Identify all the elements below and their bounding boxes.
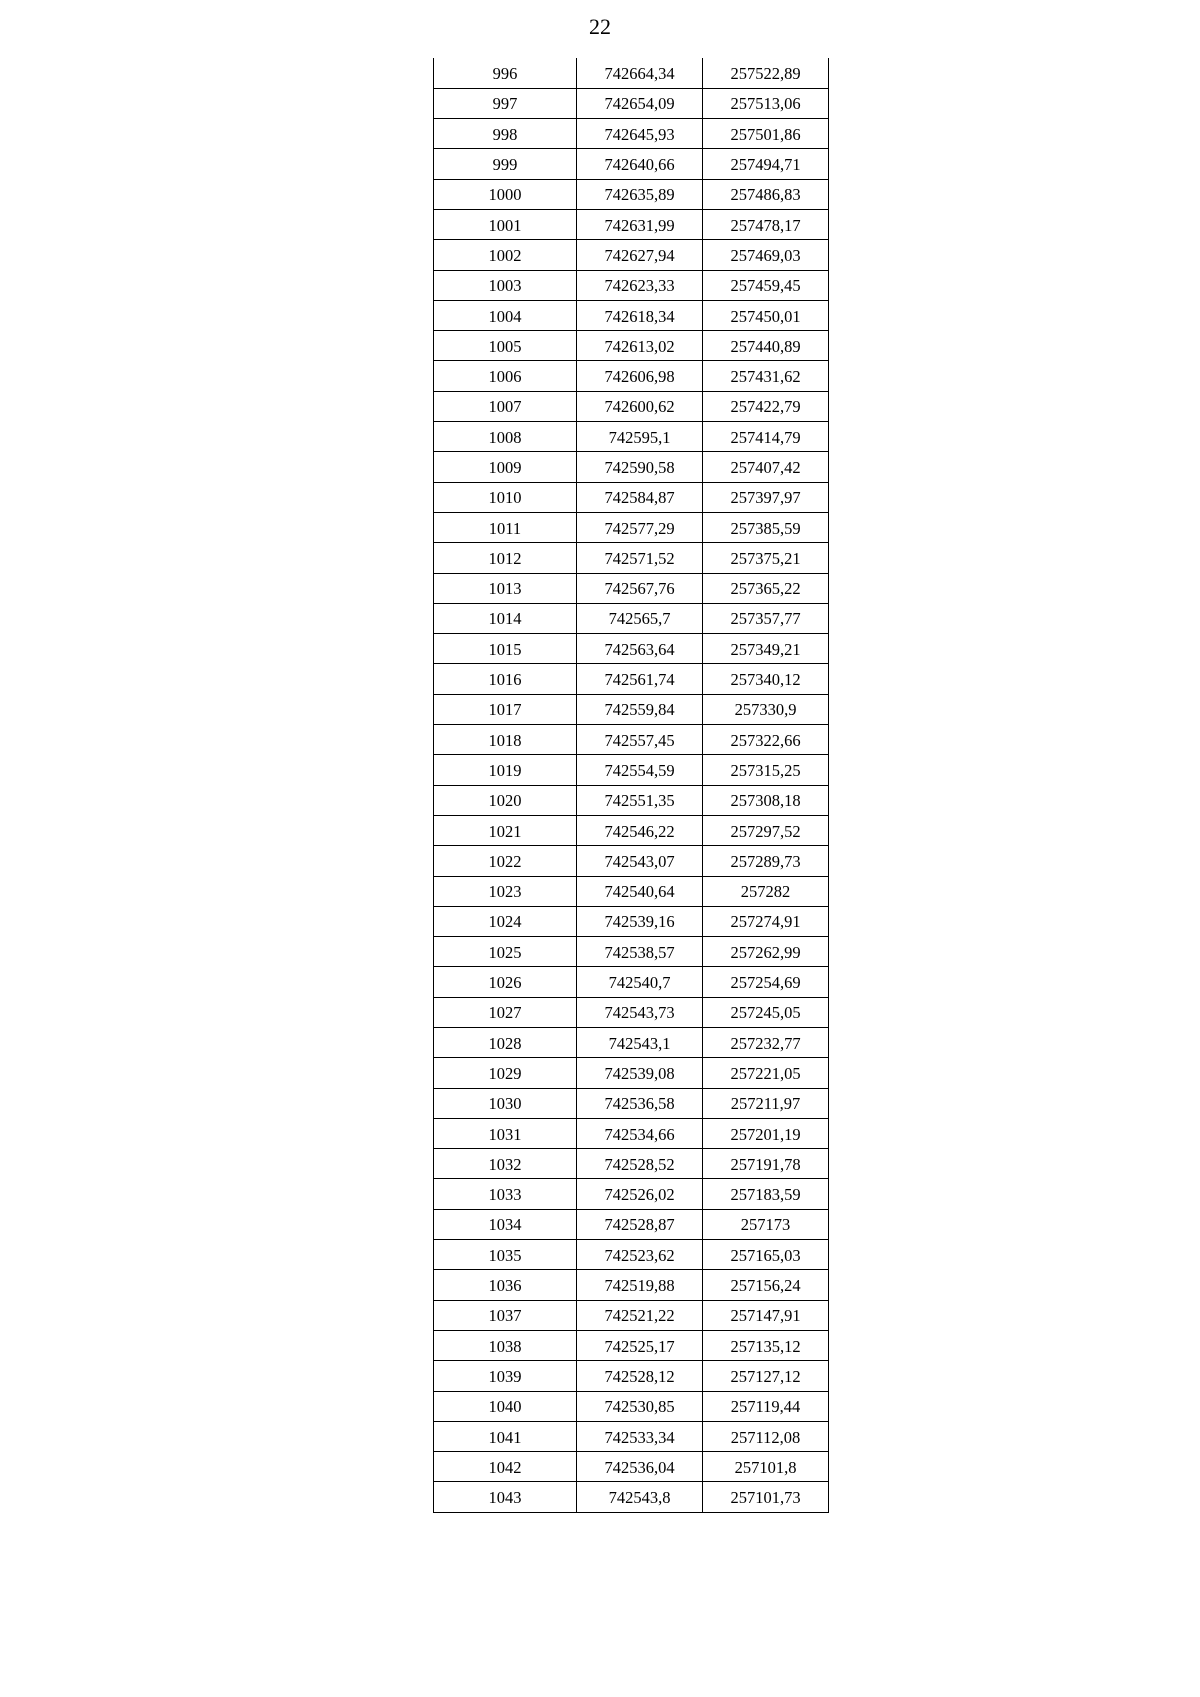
x-coordinate-cell: 742534,66	[577, 1118, 703, 1148]
y-coordinate-cell: 257322,66	[703, 725, 829, 755]
y-coordinate-cell: 257127,12	[703, 1361, 829, 1391]
y-coordinate-cell: 257308,18	[703, 785, 829, 815]
x-coordinate-cell: 742525,17	[577, 1330, 703, 1360]
point-number-cell: 1024	[434, 906, 577, 936]
x-coordinate-cell: 742536,58	[577, 1088, 703, 1118]
y-coordinate-cell: 257407,42	[703, 452, 829, 482]
table-row	[434, 1088, 829, 1118]
x-coordinate-cell: 742530,85	[577, 1391, 703, 1421]
coordinates-table-body	[434, 58, 829, 1512]
point-number-cell: 1026	[434, 967, 577, 997]
x-coordinate-cell: 742627,94	[577, 240, 703, 270]
table-row	[434, 452, 829, 482]
x-coordinate-cell: 742563,64	[577, 634, 703, 664]
table-row	[434, 755, 829, 785]
y-coordinate-cell: 257501,86	[703, 119, 829, 149]
point-number-cell: 1009	[434, 452, 577, 482]
x-coordinate-cell: 742590,58	[577, 452, 703, 482]
point-number-cell: 1038	[434, 1330, 577, 1360]
point-number-cell: 999	[434, 149, 577, 179]
table-row	[434, 1028, 829, 1058]
table-row	[434, 482, 829, 512]
x-coordinate-cell: 742571,52	[577, 543, 703, 573]
x-coordinate-cell: 742523,62	[577, 1240, 703, 1270]
point-number-cell: 1017	[434, 694, 577, 724]
y-coordinate-cell: 257101,8	[703, 1452, 829, 1482]
y-coordinate-cell: 257135,12	[703, 1330, 829, 1360]
point-number-cell: 1036	[434, 1270, 577, 1300]
y-coordinate-cell: 257254,69	[703, 967, 829, 997]
point-number-cell: 996	[434, 58, 577, 88]
y-coordinate-cell: 257385,59	[703, 512, 829, 542]
x-coordinate-cell: 742536,04	[577, 1452, 703, 1482]
point-number-cell: 1014	[434, 603, 577, 633]
y-coordinate-cell: 257232,77	[703, 1028, 829, 1058]
table-row	[434, 694, 829, 724]
point-number-cell: 1041	[434, 1421, 577, 1451]
point-number-cell: 1020	[434, 785, 577, 815]
table-row	[434, 391, 829, 421]
point-number-cell: 1033	[434, 1179, 577, 1209]
y-coordinate-cell: 257522,89	[703, 58, 829, 88]
table-row	[434, 270, 829, 300]
table-row	[434, 603, 829, 633]
y-coordinate-cell: 257173	[703, 1209, 829, 1239]
point-number-cell: 1027	[434, 997, 577, 1027]
x-coordinate-cell: 742540,7	[577, 967, 703, 997]
point-number-cell: 1013	[434, 573, 577, 603]
table-row	[434, 967, 829, 997]
table-row	[434, 1118, 829, 1148]
table-row	[434, 785, 829, 815]
x-coordinate-cell: 742551,35	[577, 785, 703, 815]
x-coordinate-cell: 742640,66	[577, 149, 703, 179]
y-coordinate-cell: 257191,78	[703, 1149, 829, 1179]
table-row	[434, 512, 829, 542]
y-coordinate-cell: 257289,73	[703, 846, 829, 876]
x-coordinate-cell: 742559,84	[577, 694, 703, 724]
x-coordinate-cell: 742631,99	[577, 209, 703, 239]
table-row	[434, 1330, 829, 1360]
y-coordinate-cell: 257513,06	[703, 88, 829, 118]
table-row	[434, 119, 829, 149]
y-coordinate-cell: 257183,59	[703, 1179, 829, 1209]
point-number-cell: 1031	[434, 1118, 577, 1148]
point-number-cell: 1023	[434, 876, 577, 906]
table-row	[434, 179, 829, 209]
x-coordinate-cell: 742664,34	[577, 58, 703, 88]
point-number-cell: 1037	[434, 1300, 577, 1330]
point-number-cell: 1018	[434, 725, 577, 755]
table-row	[434, 1240, 829, 1270]
table-row	[434, 543, 829, 573]
y-coordinate-cell: 257459,45	[703, 270, 829, 300]
x-coordinate-cell: 742584,87	[577, 482, 703, 512]
x-coordinate-cell: 742561,74	[577, 664, 703, 694]
table-row	[434, 725, 829, 755]
x-coordinate-cell: 742533,34	[577, 1421, 703, 1451]
table-row	[434, 906, 829, 936]
table-row	[434, 1058, 829, 1088]
x-coordinate-cell: 742526,02	[577, 1179, 703, 1209]
point-number-cell: 1021	[434, 815, 577, 845]
y-coordinate-cell: 257414,79	[703, 422, 829, 452]
point-number-cell: 1042	[434, 1452, 577, 1482]
y-coordinate-cell: 257357,77	[703, 603, 829, 633]
table-row	[434, 1421, 829, 1451]
y-coordinate-cell: 257422,79	[703, 391, 829, 421]
table-row	[434, 573, 829, 603]
y-coordinate-cell: 257297,52	[703, 815, 829, 845]
point-number-cell: 1022	[434, 846, 577, 876]
point-number-cell: 1043	[434, 1482, 577, 1512]
x-coordinate-cell: 742645,93	[577, 119, 703, 149]
point-number-cell: 1005	[434, 331, 577, 361]
y-coordinate-cell: 257262,99	[703, 937, 829, 967]
y-coordinate-cell: 257221,05	[703, 1058, 829, 1088]
point-number-cell: 1004	[434, 300, 577, 330]
x-coordinate-cell: 742543,07	[577, 846, 703, 876]
point-number-cell: 1006	[434, 361, 577, 391]
coordinates-table	[433, 58, 829, 1513]
x-coordinate-cell: 742565,7	[577, 603, 703, 633]
table-row	[434, 1482, 829, 1512]
point-number-cell: 1003	[434, 270, 577, 300]
x-coordinate-cell: 742635,89	[577, 179, 703, 209]
point-number-cell: 1010	[434, 482, 577, 512]
x-coordinate-cell: 742543,1	[577, 1028, 703, 1058]
table-row	[434, 300, 829, 330]
table-row	[434, 240, 829, 270]
x-coordinate-cell: 742546,22	[577, 815, 703, 845]
table-row	[434, 937, 829, 967]
point-number-cell: 1000	[434, 179, 577, 209]
y-coordinate-cell: 257245,05	[703, 997, 829, 1027]
x-coordinate-cell: 742528,52	[577, 1149, 703, 1179]
x-coordinate-cell: 742606,98	[577, 361, 703, 391]
x-coordinate-cell: 742577,29	[577, 512, 703, 542]
x-coordinate-cell: 742540,64	[577, 876, 703, 906]
point-number-cell: 1040	[434, 1391, 577, 1421]
table-row	[434, 876, 829, 906]
x-coordinate-cell: 742618,34	[577, 300, 703, 330]
y-coordinate-cell: 257156,24	[703, 1270, 829, 1300]
y-coordinate-cell: 257478,17	[703, 209, 829, 239]
point-number-cell: 997	[434, 88, 577, 118]
y-coordinate-cell: 257282	[703, 876, 829, 906]
y-coordinate-cell: 257349,21	[703, 634, 829, 664]
x-coordinate-cell: 742528,87	[577, 1209, 703, 1239]
x-coordinate-cell: 742528,12	[577, 1361, 703, 1391]
point-number-cell: 1019	[434, 755, 577, 785]
x-coordinate-cell: 742623,33	[577, 270, 703, 300]
y-coordinate-cell: 257431,62	[703, 361, 829, 391]
point-number-cell: 1039	[434, 1361, 577, 1391]
y-coordinate-cell: 257165,03	[703, 1240, 829, 1270]
x-coordinate-cell: 742567,76	[577, 573, 703, 603]
table-row	[434, 1270, 829, 1300]
y-coordinate-cell: 257211,97	[703, 1088, 829, 1118]
table-row	[434, 331, 829, 361]
y-coordinate-cell: 257375,21	[703, 543, 829, 573]
y-coordinate-cell: 257397,97	[703, 482, 829, 512]
y-coordinate-cell: 257469,03	[703, 240, 829, 270]
x-coordinate-cell: 742654,09	[577, 88, 703, 118]
table-row	[434, 58, 829, 88]
table-row	[434, 1209, 829, 1239]
table-row	[434, 209, 829, 239]
y-coordinate-cell: 257494,71	[703, 149, 829, 179]
point-number-cell: 1029	[434, 1058, 577, 1088]
x-coordinate-cell: 742539,08	[577, 1058, 703, 1088]
table-row	[434, 422, 829, 452]
table-row	[434, 1300, 829, 1330]
y-coordinate-cell: 257440,89	[703, 331, 829, 361]
point-number-cell: 1011	[434, 512, 577, 542]
point-number-cell: 1008	[434, 422, 577, 452]
x-coordinate-cell: 742557,45	[577, 725, 703, 755]
point-number-cell: 1030	[434, 1088, 577, 1118]
table-row	[434, 1452, 829, 1482]
y-coordinate-cell: 257101,73	[703, 1482, 829, 1512]
y-coordinate-cell: 257486,83	[703, 179, 829, 209]
x-coordinate-cell: 742600,62	[577, 391, 703, 421]
x-coordinate-cell: 742543,8	[577, 1482, 703, 1512]
table-row	[434, 815, 829, 845]
table-row	[434, 88, 829, 118]
y-coordinate-cell: 257365,22	[703, 573, 829, 603]
table-row	[434, 361, 829, 391]
point-number-cell: 1035	[434, 1240, 577, 1270]
y-coordinate-cell: 257112,08	[703, 1421, 829, 1451]
y-coordinate-cell: 257315,25	[703, 755, 829, 785]
point-number-cell: 1001	[434, 209, 577, 239]
table-row	[434, 1149, 829, 1179]
point-number-cell: 1015	[434, 634, 577, 664]
table-row	[434, 1179, 829, 1209]
table-row	[434, 1391, 829, 1421]
x-coordinate-cell: 742519,88	[577, 1270, 703, 1300]
table-row	[434, 1361, 829, 1391]
table-row	[434, 997, 829, 1027]
y-coordinate-cell: 257330,9	[703, 694, 829, 724]
x-coordinate-cell: 742538,57	[577, 937, 703, 967]
point-number-cell: 1032	[434, 1149, 577, 1179]
point-number-cell: 1016	[434, 664, 577, 694]
y-coordinate-cell: 257274,91	[703, 906, 829, 936]
x-coordinate-cell: 742554,59	[577, 755, 703, 785]
x-coordinate-cell: 742539,16	[577, 906, 703, 936]
point-number-cell: 1034	[434, 1209, 577, 1239]
y-coordinate-cell: 257201,19	[703, 1118, 829, 1148]
table-row	[434, 846, 829, 876]
point-number-cell: 1025	[434, 937, 577, 967]
x-coordinate-cell: 742613,02	[577, 331, 703, 361]
point-number-cell: 1012	[434, 543, 577, 573]
y-coordinate-cell: 257340,12	[703, 664, 829, 694]
table-row	[434, 149, 829, 179]
page-number: 22	[589, 14, 611, 39]
table-row	[434, 634, 829, 664]
point-number-cell: 1002	[434, 240, 577, 270]
table-row	[434, 664, 829, 694]
point-number-cell: 998	[434, 119, 577, 149]
y-coordinate-cell: 257147,91	[703, 1300, 829, 1330]
y-coordinate-cell: 257119,44	[703, 1391, 829, 1421]
x-coordinate-cell: 742543,73	[577, 997, 703, 1027]
x-coordinate-cell: 742521,22	[577, 1300, 703, 1330]
point-number-cell: 1007	[434, 391, 577, 421]
point-number-cell: 1028	[434, 1028, 577, 1058]
y-coordinate-cell: 257450,01	[703, 300, 829, 330]
x-coordinate-cell: 742595,1	[577, 422, 703, 452]
